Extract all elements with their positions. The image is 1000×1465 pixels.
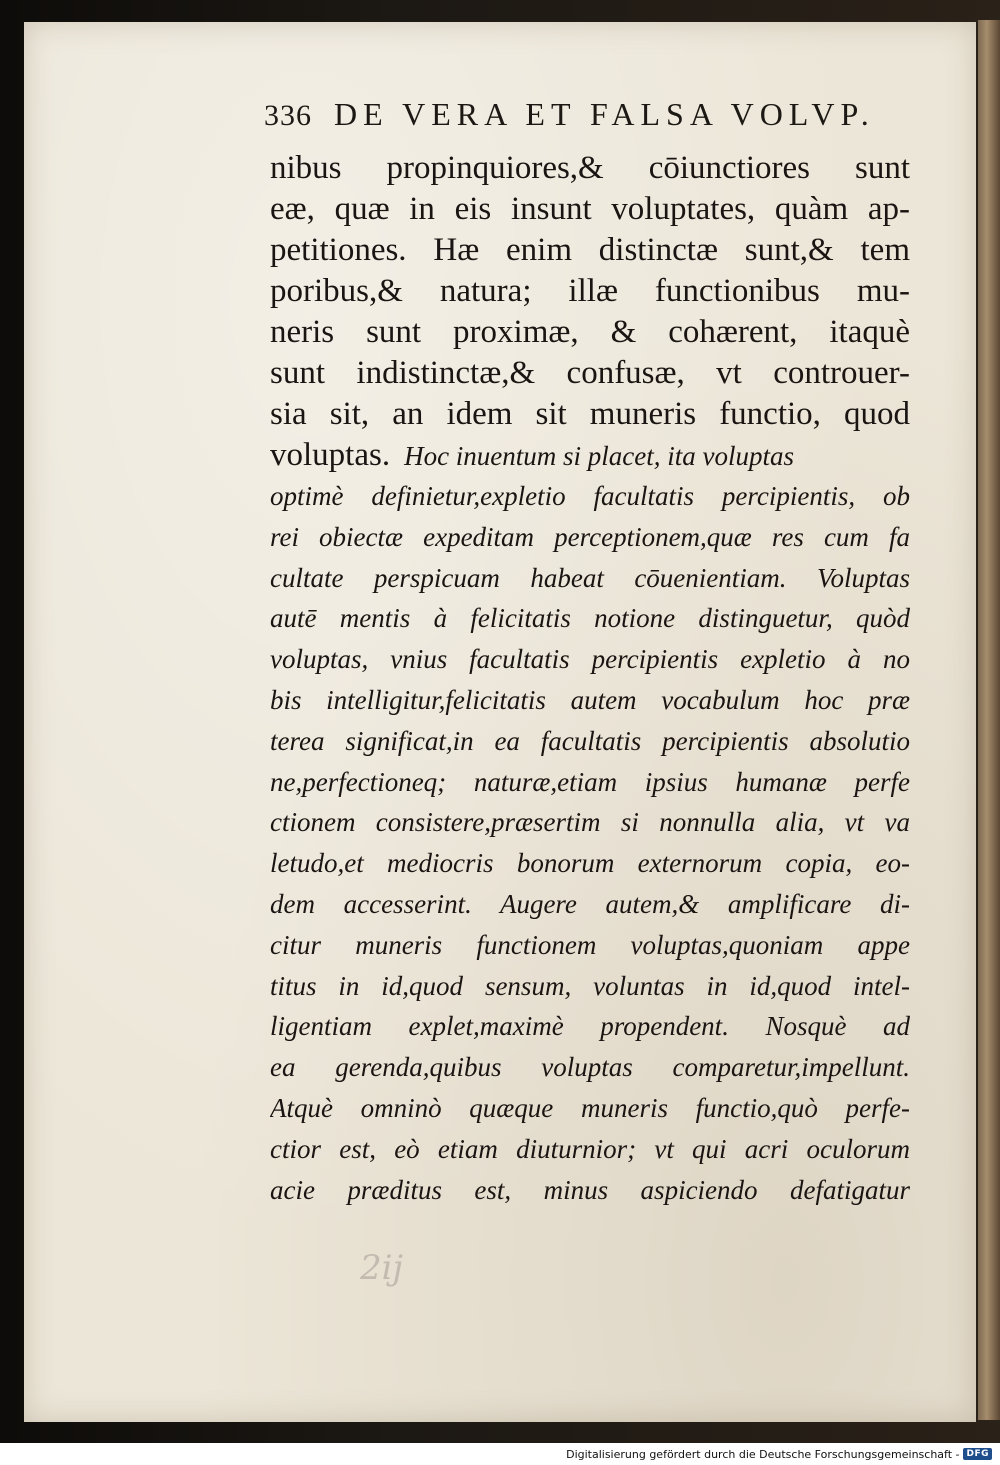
italic-text-line: letudo,et mediocris bonorum externorum copia, eo- [270,848,910,879]
text-line: sunt indistinctæ,& confusæ, vt controuer- [270,355,910,391]
text-segment-roman: voluptas. [270,437,391,473]
text-line-mixed [270,435,910,476]
italic-text-line: ctionem consistere,præsertim si nonnulla alia, vt va [270,807,910,838]
italic-text-line: ne,perfectioneq; naturæ,etiam ipsius humanæ perfe [270,766,910,797]
text-line: sia sit, an idem sit muneris functio, quod [270,396,910,432]
page-number: 336 [264,99,312,132]
text-segment-italic: Hoc inuentum si placet, ita voluptas [404,441,795,471]
italic-text-line: optimè definietur,expletio facultatis percipientis, ob [270,481,910,511]
footer-bar [0,1443,1000,1465]
italic-text-line: rei obiectæ expeditam perceptionem,quæ res cum fa [270,521,910,552]
italic-text-line: dem accesserint. Augere autem,& amplificare di- [270,888,910,919]
running-title: DE VERA ET FALSA VOLVP. [334,96,875,132]
italic-text-line: acie præditus est, minus aspiciendo defatigatur [270,1174,910,1205]
italic-text-line: citur muneris functionem voluptas,quoniam appe [270,929,910,960]
italic-text-line: ligentiam explet,maximè propendent. Nosquè ad [270,1011,910,1042]
italic-text-line: ctior est, eò etiam diuturnior; vt qui acri oculorum [270,1133,910,1164]
italic-text-line: terea significat,in ea facultatis percipientis absolutio [270,725,910,756]
manuscript-note: 2ij [360,1248,404,1288]
italic-text-line: titus in id,quod sensum, voluntas in id,quod intel- [270,970,910,1001]
running-head [264,96,904,133]
text-line: poribus,& natura; illæ functionibus mu- [270,273,910,309]
dfg-logo: DFG [963,1448,992,1460]
italic-text-line: voluptas, vnius facultatis percipientis expletio à no [270,644,910,675]
text-block [270,148,910,1210]
italic-text-line: autē mentis à felicitatis notione distinguetur, quòd [270,603,910,634]
italic-text-line: Atquè omninò quæque muneris functio,quò perfe- [270,1092,910,1123]
text-line: petitiones. Hæ enim distinctæ sunt,& tem [270,232,910,268]
text-line: eæ, quæ in eis insunt voluptates, quàm ap- [270,191,910,227]
book-edge [978,20,1000,1420]
italic-text-line: bis intelligitur,felicitatis autem vocabulum hoc præ [270,684,910,715]
text-line: neris sunt proximæ, & cohærent, itaquè [270,314,910,350]
text-line: nibus propinquiores,& cōiunctiores sunt [270,150,910,186]
footer-credit: Digitalisierung gefördert durch die Deutsche Forschungsgemeinschaft - [566,1447,960,1461]
italic-text-line: ea gerenda,quibus voluptas comparetur,impellunt. [270,1052,910,1083]
italic-text-line: cultate perspicuam habeat cōuenientiam. Voluptas [270,562,910,593]
